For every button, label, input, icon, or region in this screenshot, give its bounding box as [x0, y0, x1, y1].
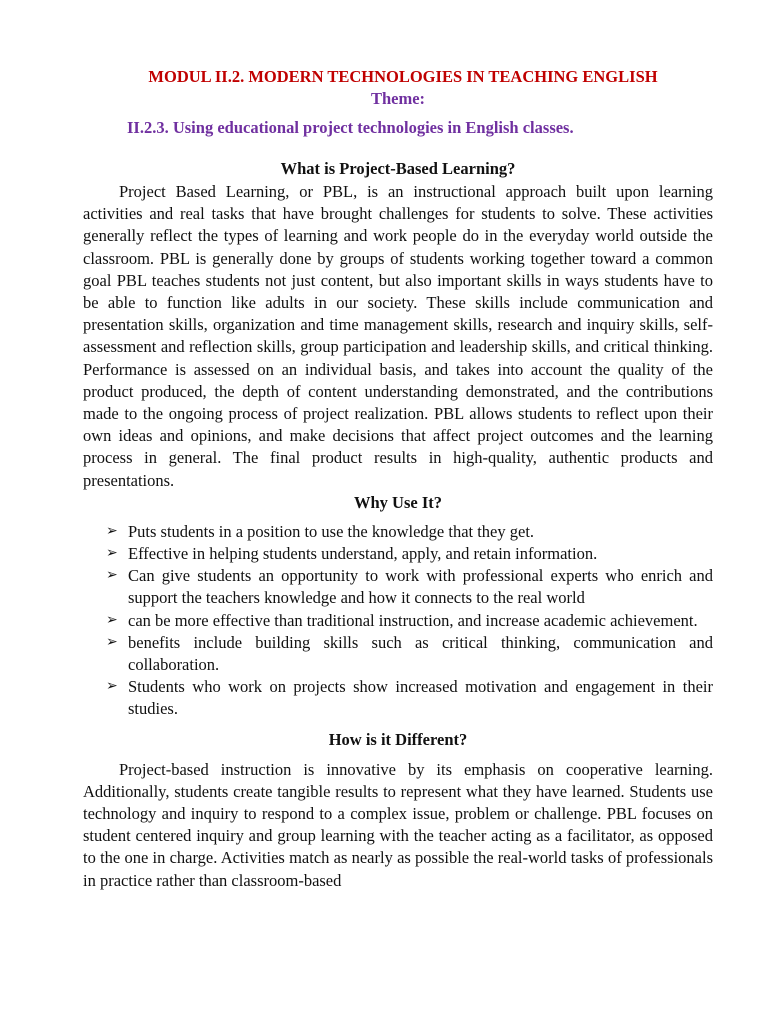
arrowhead-bullet-icon: ➢ [106, 546, 118, 562]
what-is-pbl-heading: What is Project-Based Learning? [280, 159, 516, 178]
list-item [83, 543, 713, 565]
list-item-text: Can give students an opportunity to work with professional experts who enrich and support the teachers knowledge and how it connects to the real world [128, 566, 713, 608]
list-item-text: can be more effective than traditional instruction, and increase academic achievement. [128, 610, 698, 630]
what-is-pbl-paragraph: Project Based Learning, or PBL, is an instructional approach built upon learning activities and real tasks that have brought challenges for students to solve. These activities generally reflect the types of learning and work people do in the everyday world outside the classroom. PBL is generally done by groups of students working together toward a common goal PBL teaches students not just content, but also important skills in ways students have to be able to function like adults in our society. These skills include communication and presentation skills, organization and time management skills, research and inquiry skills, self-assessment and reflection skills, group participation and leadership skills, and critical thinking. Performance is assessed on an individual basis, and takes into account the quality of the product produced, the depth of content understanding demonstrated, and the contributions made to the ongoing process of project realization. PBL allows students to reflect upon their own ideas and opinions, and make decisions that affect project outcomes and the learning process in general. The final product results in high-quality, authentic products and presentations. [83, 182, 713, 490]
arrowhead-bullet-icon: ➢ [106, 523, 118, 539]
how-is-it-different-paragraph: Project-based instruction is innovative by its emphasis on cooperative learning. Additionally, students create tangible results to represent what they have learned. Students use technology and inquiry to respond to a complex issue, problem or challenge. PBL focuses on student centered inquiry and group learning with the teacher acting as a facilitator, as opposed to the one in charge. Activities match as nearly as possible the real-world tasks of professionals in practice rather than classroom-based [83, 759, 713, 890]
arrowhead-bullet-icon: ➢ [106, 612, 118, 628]
how-is-it-different-heading: How is it Different? [328, 729, 468, 749]
list-item-text: Students who work on projects show increased motivation and engagement in their studies. [128, 677, 713, 719]
list-item-text: benefits include building skills such as critical thinking, communication and collaboration. [128, 632, 713, 675]
theme-title: II.2.3. Using educational project technologies in English classes. [127, 118, 574, 137]
module-title: MODUL II.2. MODERN TECHNOLOGIES IN TEACHING ENGLISH [148, 67, 658, 86]
arrowhead-bullet-icon: ➢ [106, 634, 118, 650]
list-item [83, 632, 713, 676]
theme-label: Theme: [370, 89, 426, 108]
list-item [83, 610, 713, 632]
list-item-text: Effective in helping students understand, apply, and retain information. [128, 544, 598, 564]
list-item [83, 521, 713, 543]
arrowhead-bullet-icon: ➢ [106, 679, 118, 695]
list-item [83, 565, 713, 609]
arrowhead-bullet-icon: ➢ [106, 568, 118, 584]
why-use-it-heading: Why Use It? [353, 492, 442, 512]
why-use-it-list [83, 521, 713, 721]
list-item-text: Puts students in a position to use the knowledge that they get. [128, 521, 535, 541]
list-item [83, 676, 713, 720]
